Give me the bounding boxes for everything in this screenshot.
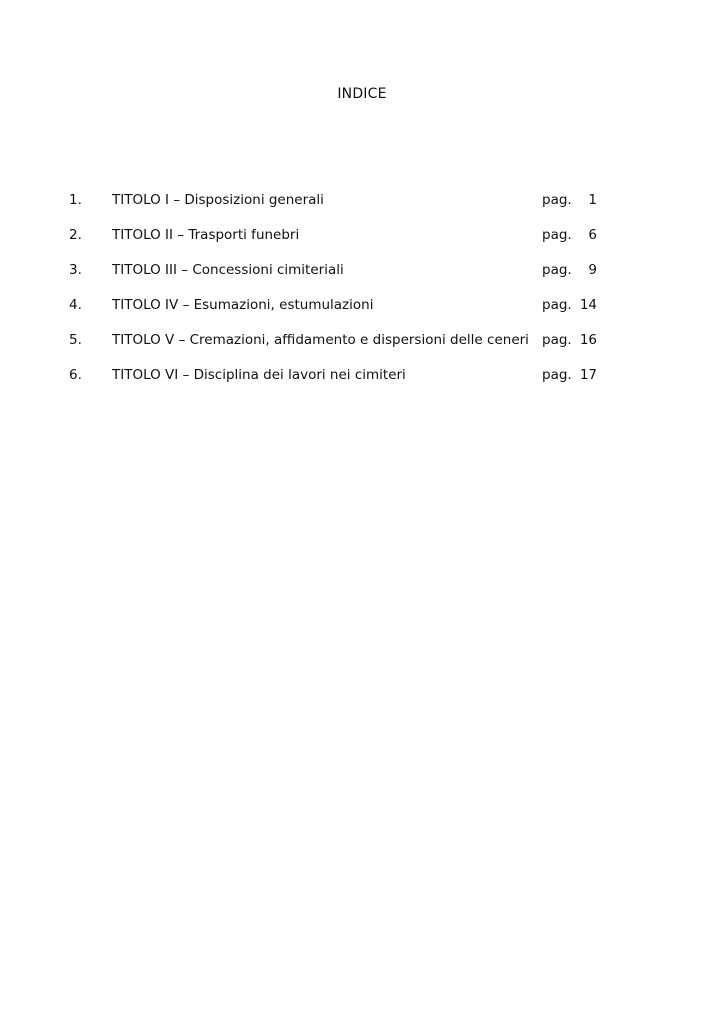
- entry-title: TITOLO I – Disposizioni generali: [112, 192, 324, 208]
- entry-number: 1.: [69, 192, 82, 208]
- entry-number: 3.: [69, 262, 82, 278]
- page-label: pag.: [542, 332, 572, 348]
- page-label: pag.: [542, 262, 572, 278]
- page-label: pag.: [542, 367, 572, 383]
- toc-entry: [0, 192, 724, 227]
- page-number: 14: [579, 297, 597, 313]
- entry-title: TITOLO II – Trasporti funebri: [112, 227, 300, 243]
- entry-number: 5.: [69, 332, 82, 348]
- page-number: 1: [588, 192, 597, 208]
- entry-number: 2.: [69, 227, 82, 243]
- entry-number: 4.: [69, 297, 82, 313]
- entry-title: TITOLO VI – Disciplina dei lavori nei cimiteri: [112, 367, 406, 383]
- entry-title: TITOLO IV – Esumazioni, estumulazioni: [112, 297, 374, 313]
- toc-entry: [0, 262, 724, 297]
- page-number: 16: [579, 332, 597, 348]
- toc-entry: [0, 227, 724, 262]
- page-number: 17: [579, 367, 597, 383]
- entry-title: TITOLO V – Cremazioni, affidamento e dispersioni delle ceneri: [112, 332, 529, 348]
- page-label: pag.: [542, 227, 572, 243]
- toc-entry: [0, 332, 724, 367]
- page-label: pag.: [542, 297, 572, 313]
- toc-entry: [0, 297, 724, 332]
- page-number: 6: [588, 227, 597, 243]
- entry-number: 6.: [69, 367, 82, 383]
- entry-title: TITOLO III – Concessioni cimiteriali: [112, 262, 344, 278]
- page-title: INDICE: [337, 86, 387, 102]
- table-of-contents: [0, 192, 724, 402]
- page-label: pag.: [542, 192, 572, 208]
- toc-entry: [0, 367, 724, 402]
- page-number: 9: [588, 262, 597, 278]
